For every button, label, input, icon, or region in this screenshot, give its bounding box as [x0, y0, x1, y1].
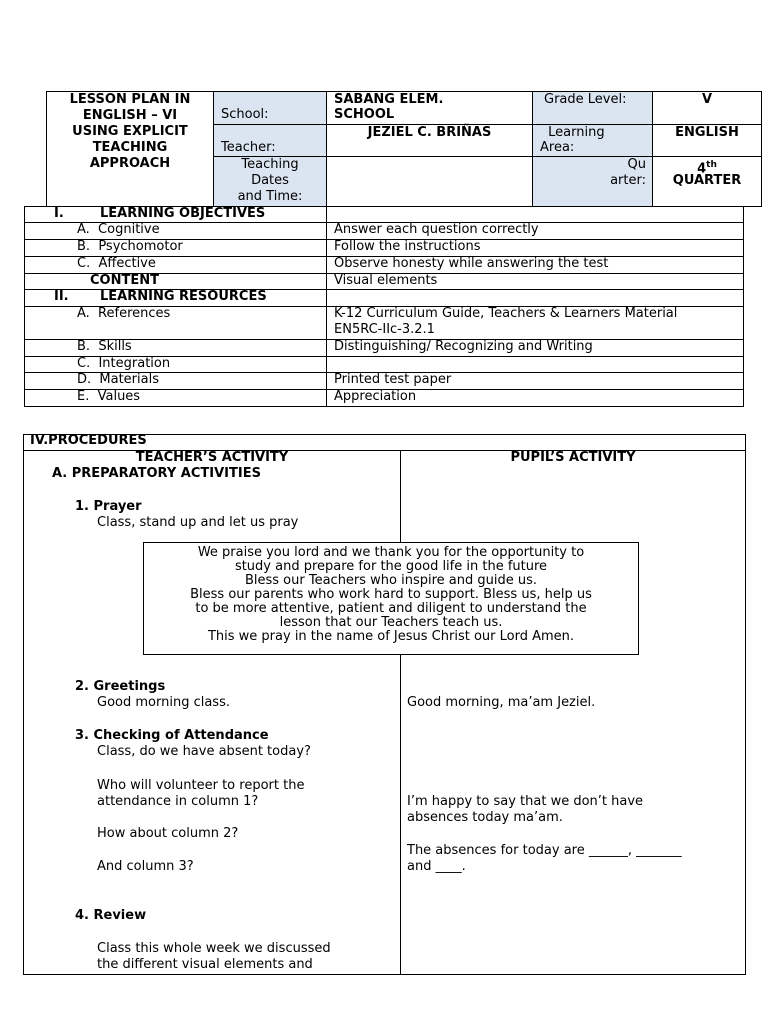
lesson-title-line: TEACHING [92, 140, 168, 155]
attendance-question-line: Who will volunteer to report the [97, 778, 305, 793]
area-value: ENGLISH [675, 125, 739, 140]
lesson-title-line: APPROACH [89, 156, 171, 171]
prayer-line: study and prepare for the good life in the future [234, 559, 548, 574]
objectives-section-title: LEARNING OBJECTIVES [100, 206, 266, 221]
area-label-line: Area: [540, 140, 575, 155]
resource-value: Distinguishing/ Recognizing and Writing [334, 339, 593, 354]
review-heading: 4. Review [75, 908, 147, 923]
resources-section-title: LEARNING RESOURCES [100, 289, 267, 304]
objective-value: Observe honesty while answering the test [334, 256, 609, 271]
resource-value: Printed test paper [334, 372, 452, 387]
procedures-divider [400, 450, 401, 975]
prayer-heading: 1. Prayer [75, 499, 142, 514]
attendance-reply-line: absences today ma’am. [407, 810, 563, 825]
resource-label: B. Skills [77, 339, 132, 354]
quarter-label-line: Qu [627, 157, 646, 172]
teacher-label-cell [213, 124, 327, 157]
area-label-cell [532, 124, 653, 157]
quarter-value-cell [652, 156, 762, 207]
attendance-question-line: attendance in column 1? [97, 794, 259, 809]
teacher-value-cell [326, 124, 533, 157]
grade-value-cell [652, 91, 762, 125]
attendance-reply-line: and ____. [407, 859, 466, 874]
objectives-section-number: I. [54, 206, 64, 221]
teacher-label: Teacher: [221, 140, 276, 155]
resource-label: C. Integration [77, 356, 171, 371]
area-value-cell [652, 124, 762, 157]
dates-value-cell [326, 156, 533, 207]
objective-label: B. Psychomotor [77, 239, 183, 254]
resource-value-line: K-12 Curriculum Guide, Teachers & Learners Material [334, 306, 678, 321]
school-value-line: SABANG ELEM. [334, 92, 444, 107]
attendance-question: Class, do we have absent today? [97, 744, 311, 759]
prayer-line: This we pray in the name of Jesus Christ our Lord Amen. [207, 629, 575, 644]
dates-label-line: Dates [251, 173, 289, 188]
resource-label: E. Values [77, 389, 141, 404]
prayer-line: to be more attentive, patient and diligent to understand the [195, 601, 587, 616]
pupil-activity-heading: PUPIL’S ACTIVITY [510, 450, 636, 465]
objective-value: Follow the instructions [334, 239, 481, 254]
greetings-reply: Good morning, ma’am Jeziel. [407, 695, 596, 710]
resource-label: A. References [77, 306, 171, 321]
attendance-reply-line: I’m happy to say that we don’t have [407, 794, 644, 809]
attendance-question: And column 3? [97, 859, 194, 874]
prayer-line: Bless our parents who work hard to support. Bless us, help us [190, 587, 592, 602]
greetings-heading: 2. Greetings [75, 679, 166, 694]
lesson-title-line: ENGLISH – VI [82, 108, 178, 123]
prayer-instruction: Class, stand up and let us pray [97, 515, 299, 530]
school-label: School: [221, 107, 269, 122]
resource-label: D. Materials [77, 372, 159, 387]
prayer-line: We praise you lord and we thank you for the opportunity to [197, 545, 585, 560]
prayer-box [143, 542, 639, 655]
attendance-reply-line: The absences for today are ______, _______ [407, 843, 682, 858]
quarter-number: 4 [697, 161, 707, 177]
teacher-activity-heading: TEACHER’S ACTIVITY [135, 450, 289, 465]
attendance-heading: 3. Checking of Attendance [75, 728, 269, 743]
objective-label: C. Affective [77, 256, 156, 271]
objective-label: A. Cognitive [77, 222, 160, 237]
resource-value: Appreciation [334, 389, 417, 404]
review-text-line: the different visual elements and [97, 957, 313, 972]
school-value-line: SCHOOL [334, 107, 395, 122]
school-label-cell [213, 91, 327, 125]
prayer-line: Bless our Teachers who inspire and guide us. [244, 573, 538, 588]
grade-label: Grade Level: [544, 92, 627, 107]
procedures-title: IV.PROCEDURES [30, 433, 147, 448]
quarter-label-line: arter: [610, 173, 646, 188]
attendance-question: How about column 2? [97, 826, 239, 841]
dates-label-cell [213, 156, 327, 207]
grade-label-cell [532, 91, 653, 125]
greetings-text: Good morning class. [97, 695, 230, 710]
quarter-value-word: QUARTER [672, 173, 742, 188]
content-value: Visual elements [334, 273, 438, 288]
teacher-value: JEZIEL C. BRIÑAS [367, 125, 492, 140]
resources-section-number: II. [54, 289, 69, 304]
quarter-suffix: th [706, 160, 717, 170]
prayer-line: lesson that our Teachers teach us. [279, 615, 503, 630]
objective-value: Answer each question correctly [334, 222, 539, 237]
review-text-line: Class this whole week we discussed [97, 941, 331, 956]
quarter-label-cell [532, 156, 653, 207]
lesson-title-line: USING EXPLICIT [72, 124, 188, 139]
grade-value: V [701, 92, 713, 107]
dates-label-line: Teaching [241, 157, 299, 172]
lesson-title-line: LESSON PLAN IN [69, 92, 191, 107]
lesson-title-cell [46, 91, 214, 207]
preparatory-heading: A. PREPARATORY ACTIVITIES [52, 466, 261, 481]
area-label-line: Learning [544, 125, 605, 140]
dates-label-line: and Time: [237, 189, 303, 204]
resource-value-line: EN5RC-IIc-3.2.1 [334, 322, 435, 337]
content-label: CONTENT [90, 273, 159, 288]
school-value-cell [326, 91, 533, 125]
